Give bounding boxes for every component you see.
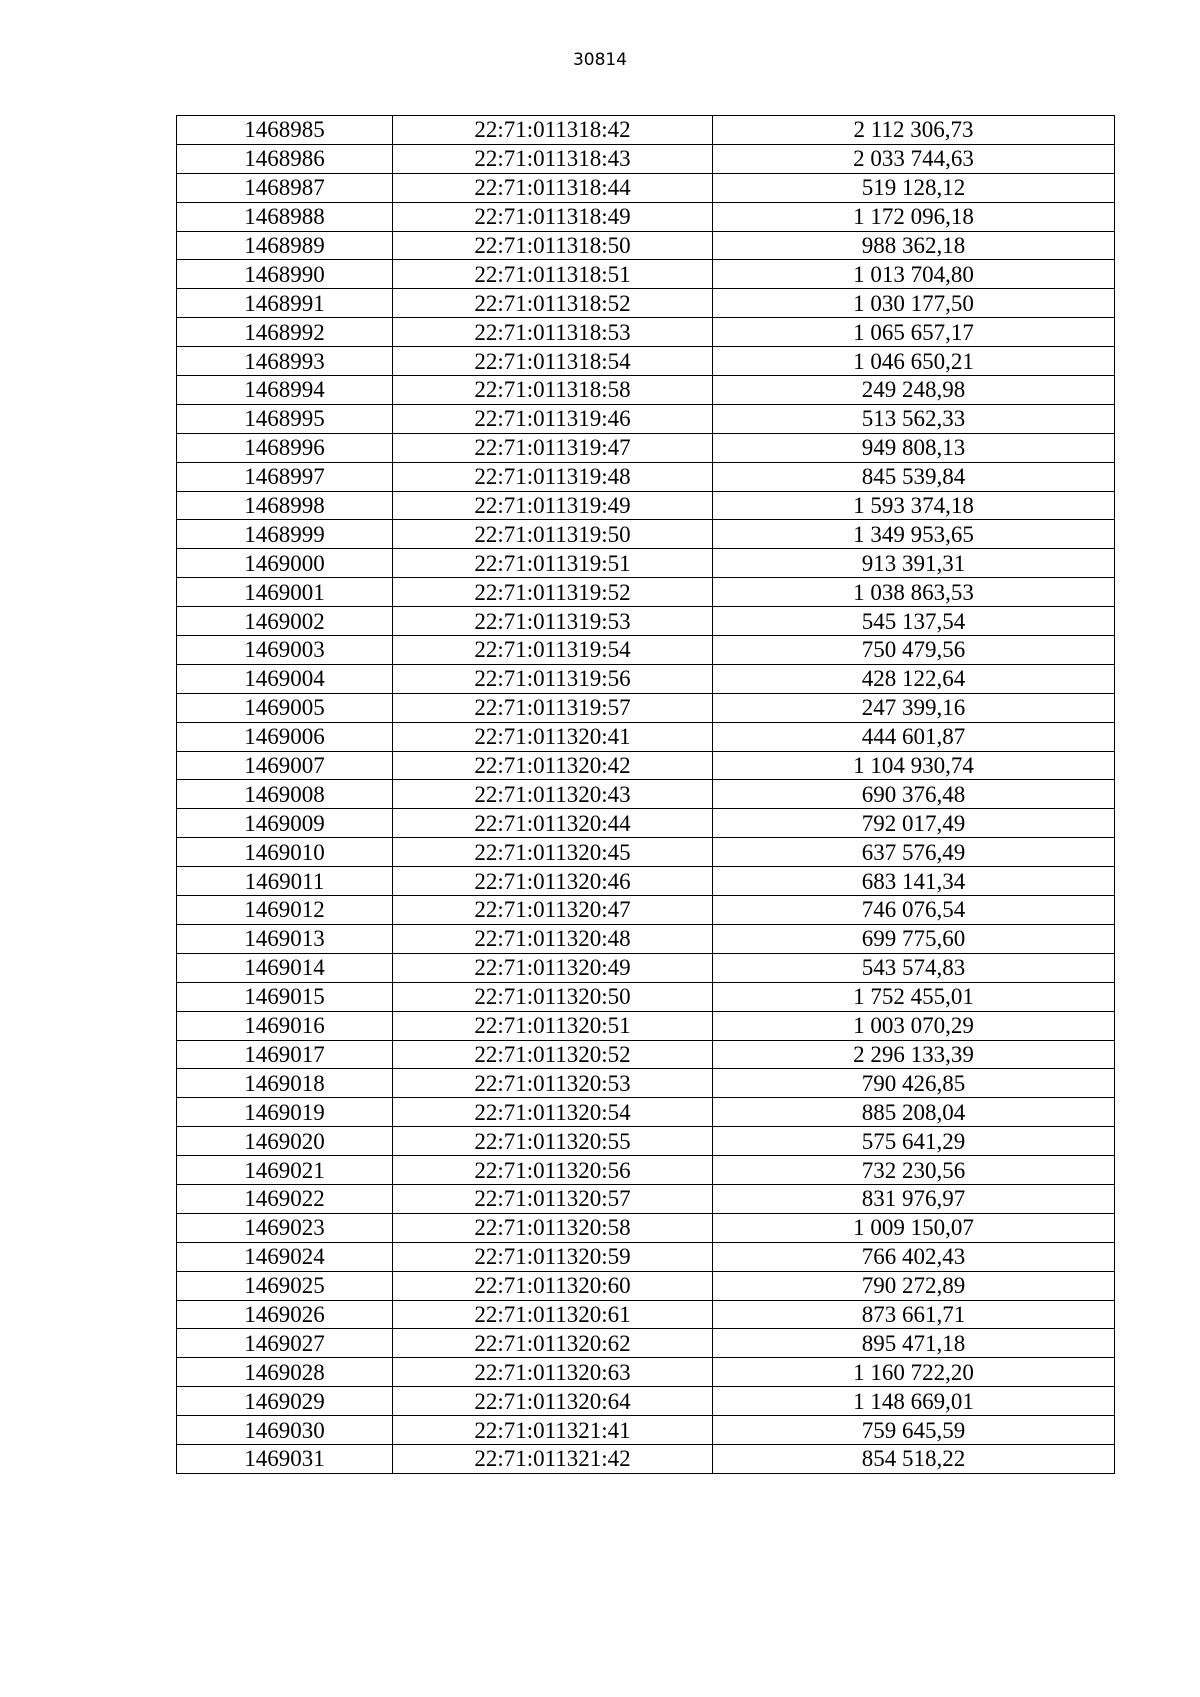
cadastral-value-cell: 545 137,54: [713, 607, 1115, 636]
table-row: [177, 636, 1115, 665]
record-number-cell: 1469025: [177, 1271, 393, 1300]
cadastral-value-cell: 949 808,13: [713, 433, 1115, 462]
cadastral-number-cell: 22:71:011318:58: [393, 376, 713, 405]
record-number-cell: 1469011: [177, 867, 393, 896]
record-number-cell: 1469026: [177, 1300, 393, 1329]
cadastral-number-cell: 22:71:011318:43: [393, 144, 713, 173]
cadastral-value-cell: 845 539,84: [713, 462, 1115, 491]
table-row: [177, 1098, 1115, 1127]
table-row: [177, 1444, 1115, 1473]
cadastral-number-cell: 22:71:011319:49: [393, 491, 713, 520]
cadastral-number-cell: 22:71:011318:42: [393, 116, 713, 145]
table-row: [177, 116, 1115, 145]
record-number-cell: 1469019: [177, 1098, 393, 1127]
record-number-cell: 1468989: [177, 231, 393, 260]
table-row: [177, 867, 1115, 896]
record-number-cell: 1469003: [177, 636, 393, 665]
table-row: [177, 664, 1115, 693]
cadastral-number-cell: 22:71:011320:49: [393, 953, 713, 982]
cadastral-number-cell: 22:71:011320:45: [393, 838, 713, 867]
cadastral-value-cell: 1 593 374,18: [713, 491, 1115, 520]
cadastral-number-cell: 22:71:011320:53: [393, 1069, 713, 1098]
cadastral-value-cell: 1 104 930,74: [713, 751, 1115, 780]
cadastral-number-cell: 22:71:011320:52: [393, 1040, 713, 1069]
cadastral-number-cell: 22:71:011318:51: [393, 260, 713, 289]
cadastral-number-cell: 22:71:011320:55: [393, 1127, 713, 1156]
record-number-cell: 1469002: [177, 607, 393, 636]
cadastral-value-cell: 513 562,33: [713, 404, 1115, 433]
cadastral-number-cell: 22:71:011319:51: [393, 549, 713, 578]
record-number-cell: 1469021: [177, 1156, 393, 1185]
cadastral-number-cell: 22:71:011319:56: [393, 664, 713, 693]
cadastral-number-cell: 22:71:011319:50: [393, 520, 713, 549]
table-row: [177, 809, 1115, 838]
record-number-cell: 1469016: [177, 1011, 393, 1040]
cadastral-number-cell: 22:71:011320:62: [393, 1329, 713, 1358]
cadastral-number-cell: 22:71:011319:46: [393, 404, 713, 433]
data-table: [176, 115, 1115, 1474]
table-row: [177, 1329, 1115, 1358]
table-row: [177, 1416, 1115, 1445]
table-row: [177, 693, 1115, 722]
table-row: [177, 549, 1115, 578]
record-number-cell: 1468991: [177, 289, 393, 318]
cadastral-value-cell: 895 471,18: [713, 1329, 1115, 1358]
table-row: [177, 953, 1115, 982]
table-row: [177, 896, 1115, 925]
cadastral-value-cell: 1 148 669,01: [713, 1387, 1115, 1416]
table-row: [177, 578, 1115, 607]
record-number-cell: 1469031: [177, 1444, 393, 1473]
cadastral-number-cell: 22:71:011318:53: [393, 318, 713, 347]
record-number-cell: 1469010: [177, 838, 393, 867]
table-row: [177, 982, 1115, 1011]
cadastral-number-cell: 22:71:011320:44: [393, 809, 713, 838]
record-number-cell: 1469014: [177, 953, 393, 982]
cadastral-value-cell: 790 272,89: [713, 1271, 1115, 1300]
record-number-cell: 1469005: [177, 693, 393, 722]
table-row: [177, 289, 1115, 318]
cadastral-value-cell: 759 645,59: [713, 1416, 1115, 1445]
record-number-cell: 1468994: [177, 376, 393, 405]
cadastral-value-cell: 854 518,22: [713, 1444, 1115, 1473]
table-row: [177, 1242, 1115, 1271]
cadastral-value-cell: 790 426,85: [713, 1069, 1115, 1098]
table-row: [177, 318, 1115, 347]
cadastral-value-cell: 766 402,43: [713, 1242, 1115, 1271]
table-row: [177, 404, 1115, 433]
record-number-cell: 1468992: [177, 318, 393, 347]
record-number-cell: 1468986: [177, 144, 393, 173]
cadastral-number-cell: 22:71:011320:58: [393, 1213, 713, 1242]
record-number-cell: 1468987: [177, 173, 393, 202]
table-row: [177, 1069, 1115, 1098]
cadastral-value-cell: 873 661,71: [713, 1300, 1115, 1329]
table-row: [177, 1387, 1115, 1416]
cadastral-number-cell: 22:71:011319:47: [393, 433, 713, 462]
record-number-cell: 1468995: [177, 404, 393, 433]
table-row: [177, 1127, 1115, 1156]
cadastral-value-cell: 988 362,18: [713, 231, 1115, 260]
cadastral-value-cell: 1 013 704,80: [713, 260, 1115, 289]
cadastral-value-cell: 732 230,56: [713, 1156, 1115, 1185]
cadastral-number-cell: 22:71:011319:57: [393, 693, 713, 722]
cadastral-number-cell: 22:71:011320:61: [393, 1300, 713, 1329]
record-number-cell: 1469013: [177, 924, 393, 953]
cadastral-value-cell: 1 009 150,07: [713, 1213, 1115, 1242]
cadastral-number-cell: 22:71:011320:59: [393, 1242, 713, 1271]
cadastral-value-cell: 249 248,98: [713, 376, 1115, 405]
cadastral-value-cell: 831 976,97: [713, 1184, 1115, 1213]
record-number-cell: 1468985: [177, 116, 393, 145]
record-number-cell: 1469000: [177, 549, 393, 578]
table-row: [177, 1300, 1115, 1329]
table-row: [177, 1213, 1115, 1242]
cadastral-number-cell: 22:71:011320:50: [393, 982, 713, 1011]
cadastral-number-cell: 22:71:011320:47: [393, 896, 713, 925]
cadastral-value-cell: 1 172 096,18: [713, 202, 1115, 231]
table-row: [177, 780, 1115, 809]
record-number-cell: 1468988: [177, 202, 393, 231]
table-row: [177, 751, 1115, 780]
cadastral-value-cell: 792 017,49: [713, 809, 1115, 838]
cadastral-value-cell: 699 775,60: [713, 924, 1115, 953]
table-row: [177, 838, 1115, 867]
table-row: [177, 520, 1115, 549]
cadastral-number-cell: 22:71:011320:46: [393, 867, 713, 896]
table-row: [177, 376, 1115, 405]
record-number-cell: 1468996: [177, 433, 393, 462]
cadastral-value-cell: 2 296 133,39: [713, 1040, 1115, 1069]
cadastral-number-cell: 22:71:011318:44: [393, 173, 713, 202]
cadastral-value-cell: 1 065 657,17: [713, 318, 1115, 347]
cadastral-number-cell: 22:71:011318:50: [393, 231, 713, 260]
record-number-cell: 1468998: [177, 491, 393, 520]
record-number-cell: 1469027: [177, 1329, 393, 1358]
record-number-cell: 1469012: [177, 896, 393, 925]
cadastral-value-cell: 885 208,04: [713, 1098, 1115, 1127]
cadastral-value-cell: 913 391,31: [713, 549, 1115, 578]
cadastral-number-cell: 22:71:011321:42: [393, 1444, 713, 1473]
cadastral-number-cell: 22:71:011320:48: [393, 924, 713, 953]
page-number: 30814: [572, 50, 628, 70]
table-row: [177, 1011, 1115, 1040]
cadastral-number-cell: 22:71:011319:52: [393, 578, 713, 607]
table-row: [177, 924, 1115, 953]
table-row: [177, 144, 1115, 173]
cadastral-value-cell: 444 601,87: [713, 722, 1115, 751]
record-number-cell: 1469009: [177, 809, 393, 838]
table-row: [177, 347, 1115, 376]
record-number-cell: 1469006: [177, 722, 393, 751]
record-number-cell: 1469015: [177, 982, 393, 1011]
record-number-cell: 1469001: [177, 578, 393, 607]
cadastral-number-cell: 22:71:011320:54: [393, 1098, 713, 1127]
record-number-cell: 1469022: [177, 1184, 393, 1213]
cadastral-number-cell: 22:71:011320:57: [393, 1184, 713, 1213]
cadastral-value-cell: 428 122,64: [713, 664, 1115, 693]
cadastral-number-cell: 22:71:011320:56: [393, 1156, 713, 1185]
cadastral-value-cell: 2 033 744,63: [713, 144, 1115, 173]
table-row: [177, 491, 1115, 520]
cadastral-value-cell: 746 076,54: [713, 896, 1115, 925]
table-row: [177, 1184, 1115, 1213]
record-number-cell: 1469004: [177, 664, 393, 693]
table-row: [177, 722, 1115, 751]
table-row: [177, 231, 1115, 260]
cadastral-value-cell: 1 349 953,65: [713, 520, 1115, 549]
table-row: [177, 173, 1115, 202]
cadastral-value-cell: 690 376,48: [713, 780, 1115, 809]
cadastral-value-cell: 543 574,83: [713, 953, 1115, 982]
cadastral-number-cell: 22:71:011321:41: [393, 1416, 713, 1445]
cadastral-number-cell: 22:71:011319:53: [393, 607, 713, 636]
table-row: [177, 202, 1115, 231]
record-number-cell: 1469029: [177, 1387, 393, 1416]
cadastral-number-cell: 22:71:011320:64: [393, 1387, 713, 1416]
cadastral-number-cell: 22:71:011319:54: [393, 636, 713, 665]
cadastral-value-cell: 247 399,16: [713, 693, 1115, 722]
cadastral-number-cell: 22:71:011318:49: [393, 202, 713, 231]
cadastral-value-cell: 1 752 455,01: [713, 982, 1115, 1011]
table-row: [177, 607, 1115, 636]
cadastral-value-cell: 519 128,12: [713, 173, 1115, 202]
record-number-cell: 1469020: [177, 1127, 393, 1156]
table-row: [177, 462, 1115, 491]
record-number-cell: 1468993: [177, 347, 393, 376]
cadastral-value-cell: 1 003 070,29: [713, 1011, 1115, 1040]
cadastral-value-cell: 750 479,56: [713, 636, 1115, 665]
cadastral-value-cell: 1 038 863,53: [713, 578, 1115, 607]
cadastral-value-cell: 1 030 177,50: [713, 289, 1115, 318]
cadastral-number-cell: 22:71:011319:48: [393, 462, 713, 491]
record-number-cell: 1469007: [177, 751, 393, 780]
record-number-cell: 1468997: [177, 462, 393, 491]
table-row: [177, 260, 1115, 289]
record-number-cell: 1469017: [177, 1040, 393, 1069]
record-number-cell: 1469024: [177, 1242, 393, 1271]
cadastral-value-cell: 683 141,34: [713, 867, 1115, 896]
cadastral-number-cell: 22:71:011320:60: [393, 1271, 713, 1300]
record-number-cell: 1469023: [177, 1213, 393, 1242]
cadastral-value-cell: 575 641,29: [713, 1127, 1115, 1156]
cadastral-number-cell: 22:71:011320:41: [393, 722, 713, 751]
table-row: [177, 1271, 1115, 1300]
cadastral-number-cell: 22:71:011320:42: [393, 751, 713, 780]
cadastral-value-cell: 2 112 306,73: [713, 116, 1115, 145]
cadastral-number-cell: 22:71:011318:54: [393, 347, 713, 376]
record-number-cell: 1469018: [177, 1069, 393, 1098]
table-row: [177, 1040, 1115, 1069]
cadastral-number-cell: 22:71:011320:63: [393, 1358, 713, 1387]
cadastral-number-cell: 22:71:011320:51: [393, 1011, 713, 1040]
cadastral-value-cell: 1 046 650,21: [713, 347, 1115, 376]
record-number-cell: 1468999: [177, 520, 393, 549]
record-number-cell: 1469008: [177, 780, 393, 809]
table-row: [177, 1358, 1115, 1387]
cadastral-value-cell: 637 576,49: [713, 838, 1115, 867]
record-number-cell: 1469028: [177, 1358, 393, 1387]
cadastral-number-cell: 22:71:011320:43: [393, 780, 713, 809]
table-row: [177, 433, 1115, 462]
table-body: [177, 116, 1115, 1474]
cadastral-value-cell: 1 160 722,20: [713, 1358, 1115, 1387]
record-number-cell: 1469030: [177, 1416, 393, 1445]
cadastral-number-cell: 22:71:011318:52: [393, 289, 713, 318]
record-number-cell: 1468990: [177, 260, 393, 289]
table-row: [177, 1156, 1115, 1185]
